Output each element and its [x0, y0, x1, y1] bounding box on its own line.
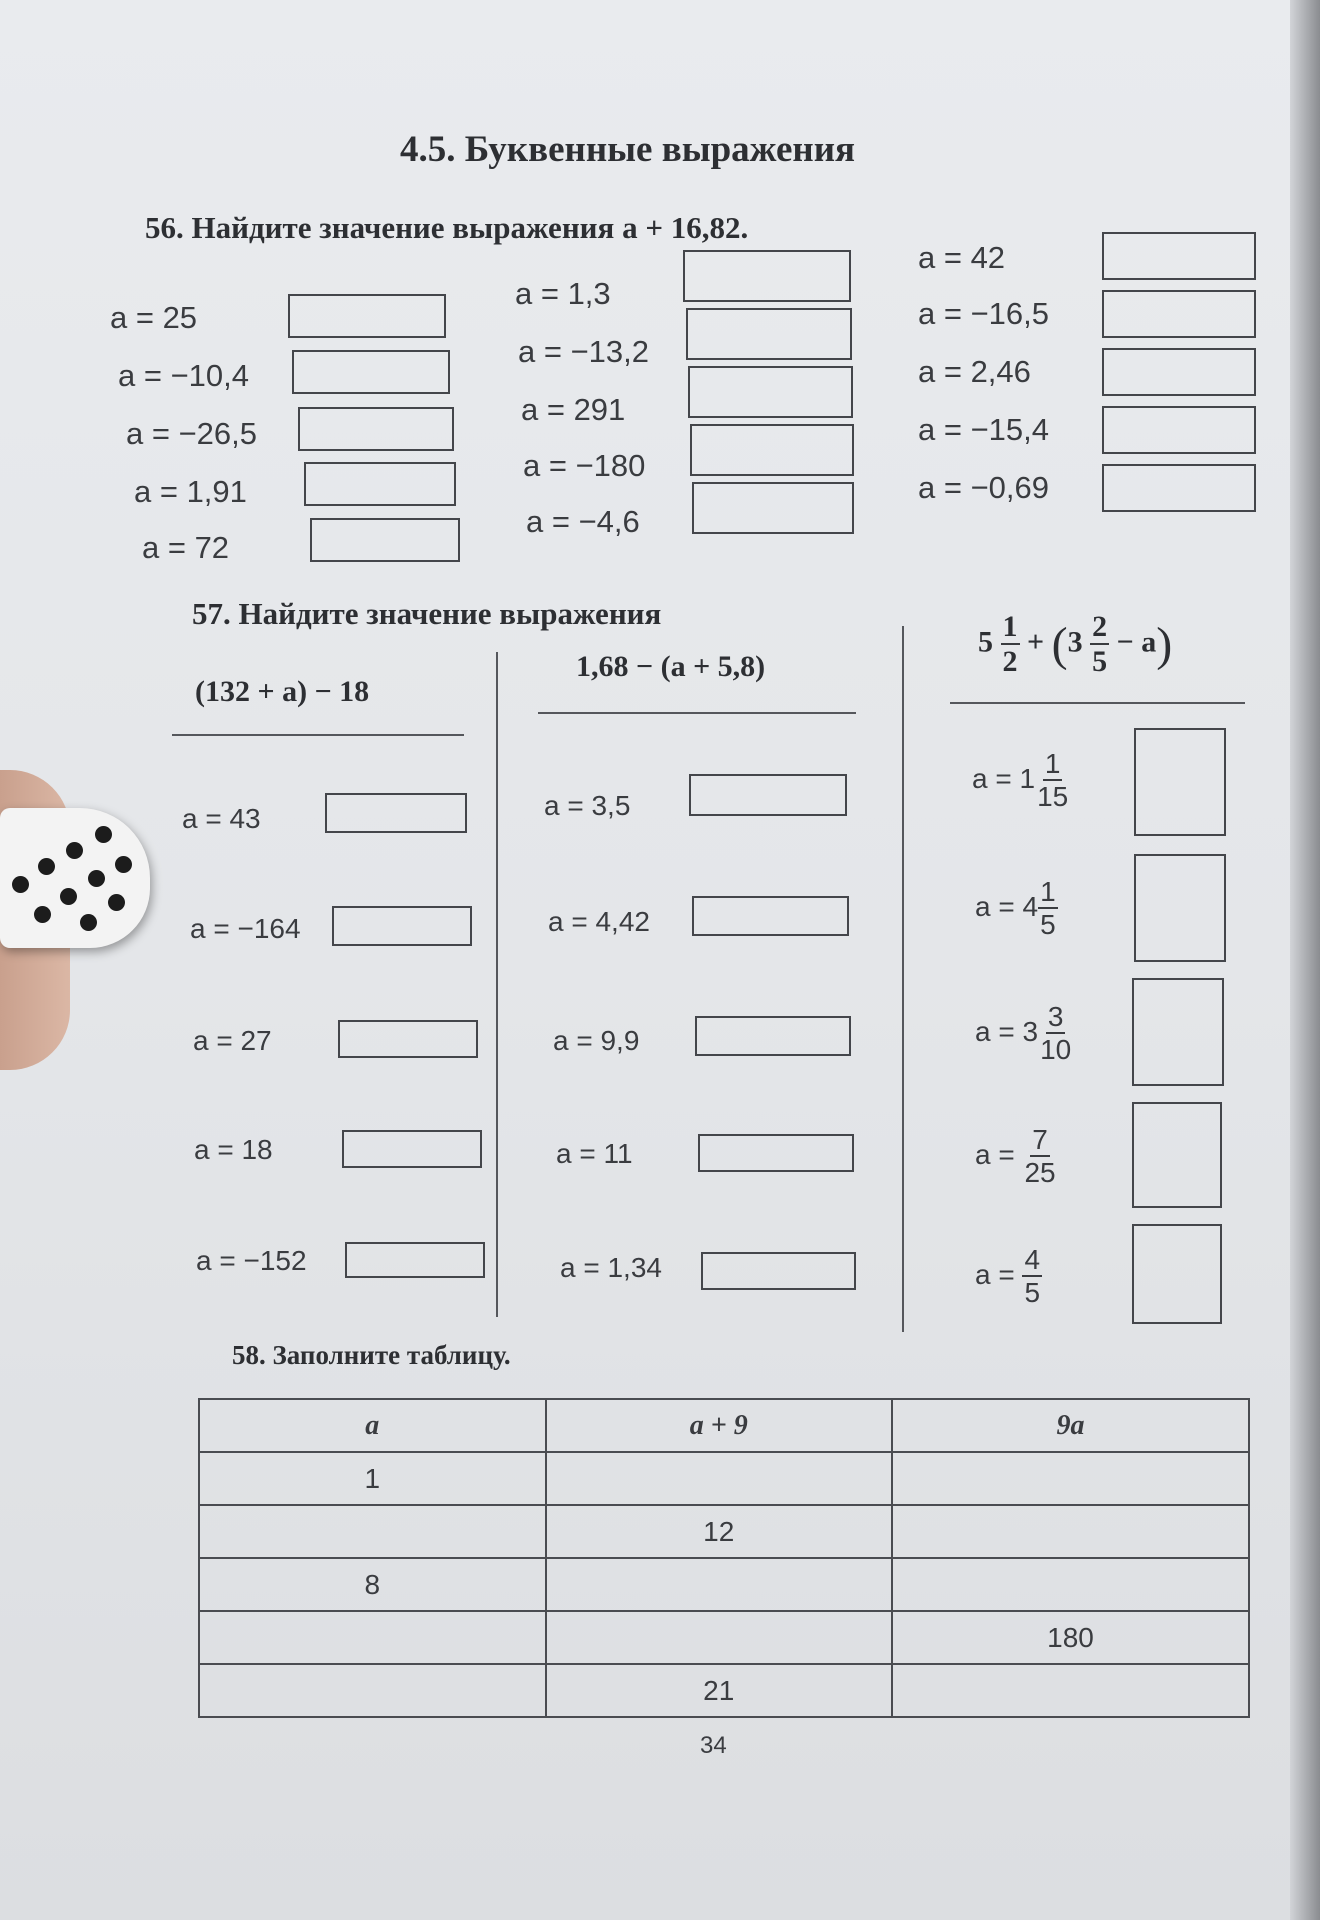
whole-part: 3 — [1022, 1015, 1039, 1047]
answer-box[interactable] — [1102, 464, 1256, 512]
table-cell[interactable] — [546, 1611, 893, 1664]
numerator: 1 — [1044, 748, 1061, 779]
answer-box[interactable] — [310, 518, 460, 562]
table-cell[interactable]: 180 — [892, 1611, 1249, 1664]
answer-box[interactable] — [338, 1020, 478, 1058]
table-cell[interactable] — [892, 1452, 1249, 1505]
nail-dot — [88, 870, 105, 887]
answer-box[interactable] — [695, 1016, 851, 1056]
nail-dot — [115, 856, 132, 873]
table-cell[interactable] — [546, 1452, 893, 1505]
denominator: 5 — [1040, 909, 1056, 940]
column-underline — [538, 712, 856, 714]
fraction — [1038, 878, 1058, 939]
task-56-label: a = −4,6 — [526, 504, 640, 539]
answer-box[interactable] — [688, 366, 853, 418]
task-57-label-fraction — [975, 1246, 1042, 1307]
table-row — [199, 1505, 1249, 1558]
answer-box[interactable] — [1102, 406, 1256, 454]
denominator: 2 — [1002, 645, 1018, 678]
fraction — [1035, 750, 1070, 811]
next-page-edge — [1290, 0, 1320, 1920]
task-56-label: a = 25 — [110, 300, 198, 335]
table-cell[interactable] — [892, 1505, 1249, 1558]
denominator: 25 — [1024, 1157, 1056, 1188]
answer-box[interactable] — [1132, 1224, 1222, 1324]
expression-3: 5 $\frac{1}{2}$ + (3 $\frac{2}{5}$ − a) — [978, 610, 1173, 678]
table-cell[interactable]: 8 — [199, 1558, 546, 1611]
section-title: 4.5. Буквенные выражения — [400, 129, 856, 170]
answer-box[interactable] — [690, 424, 854, 476]
expression-1: (132 + a) − 18 — [195, 675, 370, 708]
expr3-whole-2: 3 — [1067, 625, 1083, 659]
column-divider — [496, 652, 498, 1317]
nail-dot — [34, 906, 51, 923]
answer-box[interactable] — [1134, 728, 1226, 836]
task-56-label: a = 291 — [521, 392, 626, 427]
numerator: 4 — [1024, 1244, 1041, 1275]
answer-box[interactable] — [1134, 854, 1226, 962]
answer-box[interactable] — [1132, 978, 1224, 1086]
table-cell[interactable] — [199, 1611, 546, 1664]
task-56-label: a = −0,69 — [918, 470, 1050, 505]
numerator: 2 — [1092, 610, 1108, 643]
task-57-label: a = 9,9 — [553, 1025, 640, 1056]
task-57-label: a = 1,34 — [560, 1252, 662, 1283]
answer-box[interactable] — [292, 350, 450, 394]
numerator: 7 — [1032, 1124, 1048, 1155]
task-56-label: a = 42 — [918, 240, 1006, 275]
task-56-label: a = −16,5 — [918, 296, 1050, 331]
task-56-label: a = 2,46 — [918, 354, 1031, 389]
table-cell[interactable]: 21 — [546, 1664, 893, 1717]
polka-dot-nail — [0, 808, 150, 948]
task-56-label: a = −13,2 — [518, 334, 650, 369]
task-57-label: a = 3,5 — [544, 790, 631, 821]
answer-box[interactable] — [698, 1134, 854, 1172]
answer-box[interactable] — [1102, 232, 1256, 280]
table-row — [199, 1611, 1249, 1664]
nail-dot — [95, 826, 112, 843]
answer-box[interactable] — [692, 896, 849, 936]
answer-box[interactable] — [325, 793, 467, 833]
table-cell[interactable]: 12 — [546, 1505, 893, 1558]
numerator: 1 — [1002, 610, 1018, 643]
table-row — [199, 1664, 1249, 1717]
denominator: 5 — [1092, 645, 1108, 678]
whole-part: 1 — [1019, 762, 1036, 794]
answer-box[interactable] — [1102, 290, 1256, 338]
prefix: a = — [975, 1015, 1023, 1047]
column-divider — [902, 626, 904, 1332]
page-number: 34 — [700, 1732, 727, 1759]
answer-box[interactable] — [689, 774, 847, 816]
nail-dot — [80, 914, 97, 931]
answer-box[interactable] — [692, 482, 854, 534]
task-57-title: 57. Найдите значение выражения — [192, 596, 662, 631]
answer-box[interactable] — [1102, 348, 1256, 396]
answer-box[interactable] — [298, 407, 454, 451]
task-58-title: 58. Заполните таблицу. — [232, 1340, 511, 1370]
table-header-row — [199, 1399, 1249, 1452]
task-57-label: a = 43 — [182, 803, 261, 834]
fill-in-table — [198, 1398, 1250, 1718]
column-header: a + 9 — [546, 1399, 893, 1452]
fraction — [1038, 1003, 1073, 1064]
expression-2: 1,68 − (a + 5,8) — [576, 650, 766, 683]
answer-box[interactable] — [304, 462, 456, 506]
answer-box[interactable] — [686, 308, 852, 360]
answer-box[interactable] — [332, 906, 472, 946]
task-57-label: a = 18 — [194, 1134, 273, 1165]
task-56-label: a = −10,4 — [118, 358, 250, 393]
nail-dot — [108, 894, 125, 911]
table-cell[interactable]: 1 — [199, 1452, 546, 1505]
column-header: a — [199, 1399, 546, 1452]
fraction — [1022, 1246, 1042, 1307]
column-header: 9a — [892, 1399, 1249, 1452]
column-underline — [172, 734, 464, 736]
prefix: a = — [975, 890, 1023, 922]
answer-box[interactable] — [683, 250, 851, 302]
nail-dot — [60, 888, 77, 905]
table-cell[interactable] — [199, 1664, 546, 1717]
task-56-label: a = −26,5 — [126, 416, 258, 451]
task-56-label: a = 1,3 — [515, 276, 611, 311]
task-57-label-fraction — [975, 878, 1058, 939]
prefix: a = — [975, 1138, 1023, 1170]
table-row — [199, 1452, 1249, 1505]
prefix: a = — [972, 762, 1020, 794]
nail-dot — [12, 876, 29, 893]
numerator: 3 — [1047, 1001, 1064, 1032]
denominator: 15 — [1037, 781, 1069, 812]
numerator: 1 — [1040, 876, 1056, 907]
answer-box[interactable] — [701, 1252, 856, 1290]
expr3-fraction-2 — [1090, 612, 1109, 677]
expr3-whole: 5 — [978, 625, 993, 659]
answer-box[interactable] — [345, 1242, 485, 1278]
task-56-label: a = −180 — [523, 448, 646, 483]
table-cell[interactable] — [546, 1558, 893, 1611]
task-57-label: a = −152 — [196, 1245, 307, 1276]
task-57-label-fraction — [975, 1126, 1058, 1187]
task-57-label: a = −164 — [190, 913, 301, 944]
expr3-fraction-1 — [1001, 612, 1020, 677]
fraction — [1022, 1126, 1057, 1187]
denominator: 5 — [1024, 1277, 1041, 1308]
table-row — [199, 1558, 1249, 1611]
task-57-label: a = 11 — [556, 1138, 633, 1169]
nail-dot — [38, 858, 55, 875]
whole-part: 4 — [1022, 890, 1039, 922]
task-57-label: a = 4,42 — [548, 906, 650, 937]
nail-dot — [66, 842, 83, 859]
answer-box[interactable] — [342, 1130, 482, 1168]
table-cell[interactable] — [892, 1664, 1249, 1717]
table-cell[interactable] — [199, 1505, 546, 1558]
prefix: a = — [975, 1258, 1023, 1290]
task-57-label-fraction — [972, 750, 1070, 811]
denominator: 10 — [1040, 1034, 1072, 1065]
task-56-title: 56. Найдите значение выражения a + 16,82. — [145, 210, 749, 245]
expr3-minus-a: − a — [1116, 625, 1157, 659]
column-underline — [950, 702, 1245, 704]
task-56-label: a = 1,91 — [134, 474, 247, 509]
expr3-plus: + — [1027, 625, 1045, 659]
answer-box[interactable] — [288, 294, 446, 338]
answer-box[interactable] — [1132, 1102, 1222, 1208]
task-57-label: a = 27 — [193, 1025, 272, 1056]
task-56-label: a = −15,4 — [918, 412, 1050, 447]
table-cell[interactable] — [892, 1558, 1249, 1611]
task-57-label-fraction — [975, 1003, 1073, 1064]
task-56-label: a = 72 — [142, 530, 230, 565]
